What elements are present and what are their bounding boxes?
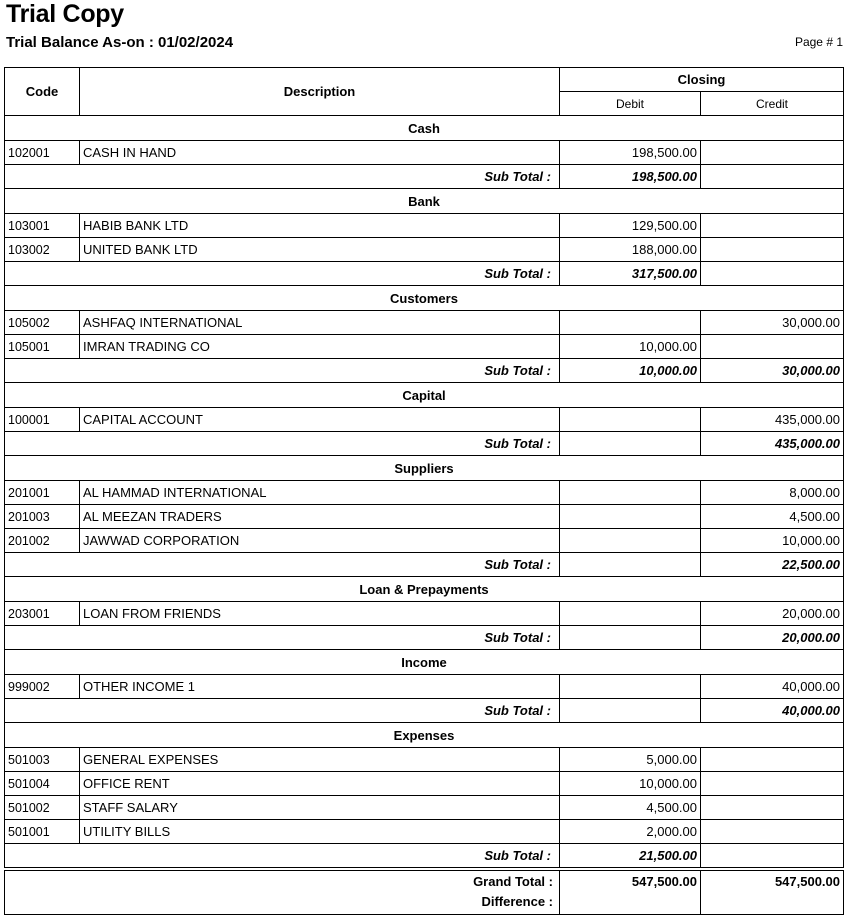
subtotal-row bbox=[5, 359, 844, 383]
table-row bbox=[5, 602, 844, 626]
subtotal-label: Sub Total : bbox=[5, 165, 560, 189]
report-subtitle: Trial Balance As-on : 01/02/2024 bbox=[6, 34, 234, 51]
subtotal-row bbox=[5, 626, 844, 650]
debit-value bbox=[560, 481, 701, 505]
group-name: Cash bbox=[5, 116, 844, 141]
group-header-row bbox=[5, 456, 844, 481]
subtotal-debit: 198,500.00 bbox=[560, 165, 701, 189]
credit-value bbox=[701, 820, 844, 844]
account-code: 105002 bbox=[5, 311, 80, 335]
table-row bbox=[5, 675, 844, 699]
credit-value bbox=[701, 214, 844, 238]
table-header bbox=[5, 68, 844, 116]
table-row bbox=[5, 214, 844, 238]
subtotal-label: Sub Total : bbox=[5, 699, 560, 723]
subtotal-label: Sub Total : bbox=[5, 432, 560, 456]
account-code: 102001 bbox=[5, 141, 80, 165]
difference-credit bbox=[701, 893, 844, 915]
group-name: Customers bbox=[5, 286, 844, 311]
account-description: HABIB BANK LTD bbox=[80, 214, 560, 238]
account-description: JAWWAD CORPORATION bbox=[80, 529, 560, 553]
credit-value bbox=[701, 238, 844, 262]
difference-row bbox=[5, 893, 844, 915]
debit-value: 198,500.00 bbox=[560, 141, 701, 165]
debit-value: 10,000.00 bbox=[560, 335, 701, 359]
credit-value bbox=[701, 796, 844, 820]
difference-debit bbox=[560, 893, 701, 915]
report-title: Trial Copy bbox=[6, 0, 124, 28]
group-header-row bbox=[5, 577, 844, 602]
account-code: 501001 bbox=[5, 820, 80, 844]
credit-value: 30,000.00 bbox=[701, 311, 844, 335]
subtotal-row bbox=[5, 165, 844, 189]
subtotal-debit: 10,000.00 bbox=[560, 359, 701, 383]
subtotal-credit: 22,500.00 bbox=[701, 553, 844, 577]
group-name: Income bbox=[5, 650, 844, 675]
table-row bbox=[5, 529, 844, 553]
debit-value bbox=[560, 529, 701, 553]
credit-value: 8,000.00 bbox=[701, 481, 844, 505]
subtotal-label: Sub Total : bbox=[5, 626, 560, 650]
credit-value: 435,000.00 bbox=[701, 408, 844, 432]
table-row bbox=[5, 408, 844, 432]
subtotal-row bbox=[5, 699, 844, 723]
column-header-credit: Credit bbox=[701, 92, 844, 116]
subtotal-credit: 20,000.00 bbox=[701, 626, 844, 650]
subtotal-label: Sub Total : bbox=[5, 553, 560, 577]
table-row bbox=[5, 820, 844, 844]
group-header-row bbox=[5, 723, 844, 748]
column-header-closing: Closing bbox=[560, 68, 844, 92]
subtotal-label: Sub Total : bbox=[5, 262, 560, 286]
group-name: Capital bbox=[5, 383, 844, 408]
debit-value bbox=[560, 505, 701, 529]
account-code: 100001 bbox=[5, 408, 80, 432]
account-code: 999002 bbox=[5, 675, 80, 699]
difference-label: Difference : bbox=[5, 893, 560, 915]
subtotal-row bbox=[5, 844, 844, 868]
subtotal-credit bbox=[701, 262, 844, 286]
group-header-row bbox=[5, 383, 844, 408]
table-row bbox=[5, 335, 844, 359]
account-description: GENERAL EXPENSES bbox=[80, 748, 560, 772]
debit-value: 5,000.00 bbox=[560, 748, 701, 772]
credit-value bbox=[701, 335, 844, 359]
page-number: Page # 1 bbox=[794, 35, 843, 49]
account-description: OTHER INCOME 1 bbox=[80, 675, 560, 699]
subtotal-debit: 317,500.00 bbox=[560, 262, 701, 286]
grand-total-row bbox=[5, 871, 844, 893]
trial-balance-table bbox=[4, 67, 844, 915]
account-description: UNITED BANK LTD bbox=[80, 238, 560, 262]
table-row bbox=[5, 772, 844, 796]
table-row bbox=[5, 505, 844, 529]
account-code: 501002 bbox=[5, 796, 80, 820]
column-header-debit: Debit bbox=[560, 92, 701, 116]
group-header-row bbox=[5, 189, 844, 214]
debit-value bbox=[560, 602, 701, 626]
subtotal-label: Sub Total : bbox=[5, 844, 560, 868]
subtotal-credit bbox=[701, 844, 844, 868]
credit-value bbox=[701, 772, 844, 796]
debit-value bbox=[560, 675, 701, 699]
credit-value: 10,000.00 bbox=[701, 529, 844, 553]
credit-value bbox=[701, 748, 844, 772]
subtotal-credit bbox=[701, 165, 844, 189]
group-header-row bbox=[5, 286, 844, 311]
table-row bbox=[5, 748, 844, 772]
credit-value bbox=[701, 141, 844, 165]
subtotal-debit: 21,500.00 bbox=[560, 844, 701, 868]
subtotal-debit bbox=[560, 553, 701, 577]
account-code: 105001 bbox=[5, 335, 80, 359]
subtotal-credit: 40,000.00 bbox=[701, 699, 844, 723]
subtotal-debit bbox=[560, 432, 701, 456]
account-code: 103001 bbox=[5, 214, 80, 238]
subtotal-debit bbox=[560, 626, 701, 650]
account-code: 103002 bbox=[5, 238, 80, 262]
subtotal-row bbox=[5, 432, 844, 456]
account-description: LOAN FROM FRIENDS bbox=[80, 602, 560, 626]
account-code: 501004 bbox=[5, 772, 80, 796]
group-name: Suppliers bbox=[5, 456, 844, 481]
account-description: CASH IN HAND bbox=[80, 141, 560, 165]
group-header-row bbox=[5, 116, 844, 141]
account-description: CAPITAL ACCOUNT bbox=[80, 408, 560, 432]
table-row bbox=[5, 141, 844, 165]
credit-value: 40,000.00 bbox=[701, 675, 844, 699]
account-description: STAFF SALARY bbox=[80, 796, 560, 820]
account-description: ASHFAQ INTERNATIONAL bbox=[80, 311, 560, 335]
table-body bbox=[5, 116, 844, 915]
debit-value: 2,000.00 bbox=[560, 820, 701, 844]
account-description: OFFICE RENT bbox=[80, 772, 560, 796]
grand-total-label: Grand Total : bbox=[5, 871, 560, 893]
subtotal-label: Sub Total : bbox=[5, 359, 560, 383]
account-code: 201001 bbox=[5, 481, 80, 505]
credit-value: 4,500.00 bbox=[701, 505, 844, 529]
account-description: UTILITY BILLS bbox=[80, 820, 560, 844]
table-row bbox=[5, 481, 844, 505]
account-description: AL HAMMAD INTERNATIONAL bbox=[80, 481, 560, 505]
table-row bbox=[5, 238, 844, 262]
debit-value bbox=[560, 311, 701, 335]
debit-value: 188,000.00 bbox=[560, 238, 701, 262]
credit-value: 20,000.00 bbox=[701, 602, 844, 626]
table-row bbox=[5, 311, 844, 335]
account-code: 201002 bbox=[5, 529, 80, 553]
group-header-row bbox=[5, 650, 844, 675]
grand-total-debit: 547,500.00 bbox=[560, 871, 701, 893]
account-code: 201003 bbox=[5, 505, 80, 529]
subtotal-row bbox=[5, 262, 844, 286]
debit-value: 129,500.00 bbox=[560, 214, 701, 238]
subtotal-credit: 435,000.00 bbox=[701, 432, 844, 456]
grand-total-credit: 547,500.00 bbox=[701, 871, 844, 893]
account-description: AL MEEZAN TRADERS bbox=[80, 505, 560, 529]
debit-value: 4,500.00 bbox=[560, 796, 701, 820]
account-code: 501003 bbox=[5, 748, 80, 772]
subtotal-row bbox=[5, 553, 844, 577]
account-code: 203001 bbox=[5, 602, 80, 626]
group-name: Bank bbox=[5, 189, 844, 214]
table-row bbox=[5, 796, 844, 820]
account-description: IMRAN TRADING CO bbox=[80, 335, 560, 359]
debit-value bbox=[560, 408, 701, 432]
group-name: Loan & Prepayments bbox=[5, 577, 844, 602]
group-name: Expenses bbox=[5, 723, 844, 748]
debit-value: 10,000.00 bbox=[560, 772, 701, 796]
subtotal-debit bbox=[560, 699, 701, 723]
subtotal-credit: 30,000.00 bbox=[701, 359, 844, 383]
column-header-code: Code bbox=[5, 68, 80, 116]
column-header-description: Description bbox=[80, 68, 560, 116]
